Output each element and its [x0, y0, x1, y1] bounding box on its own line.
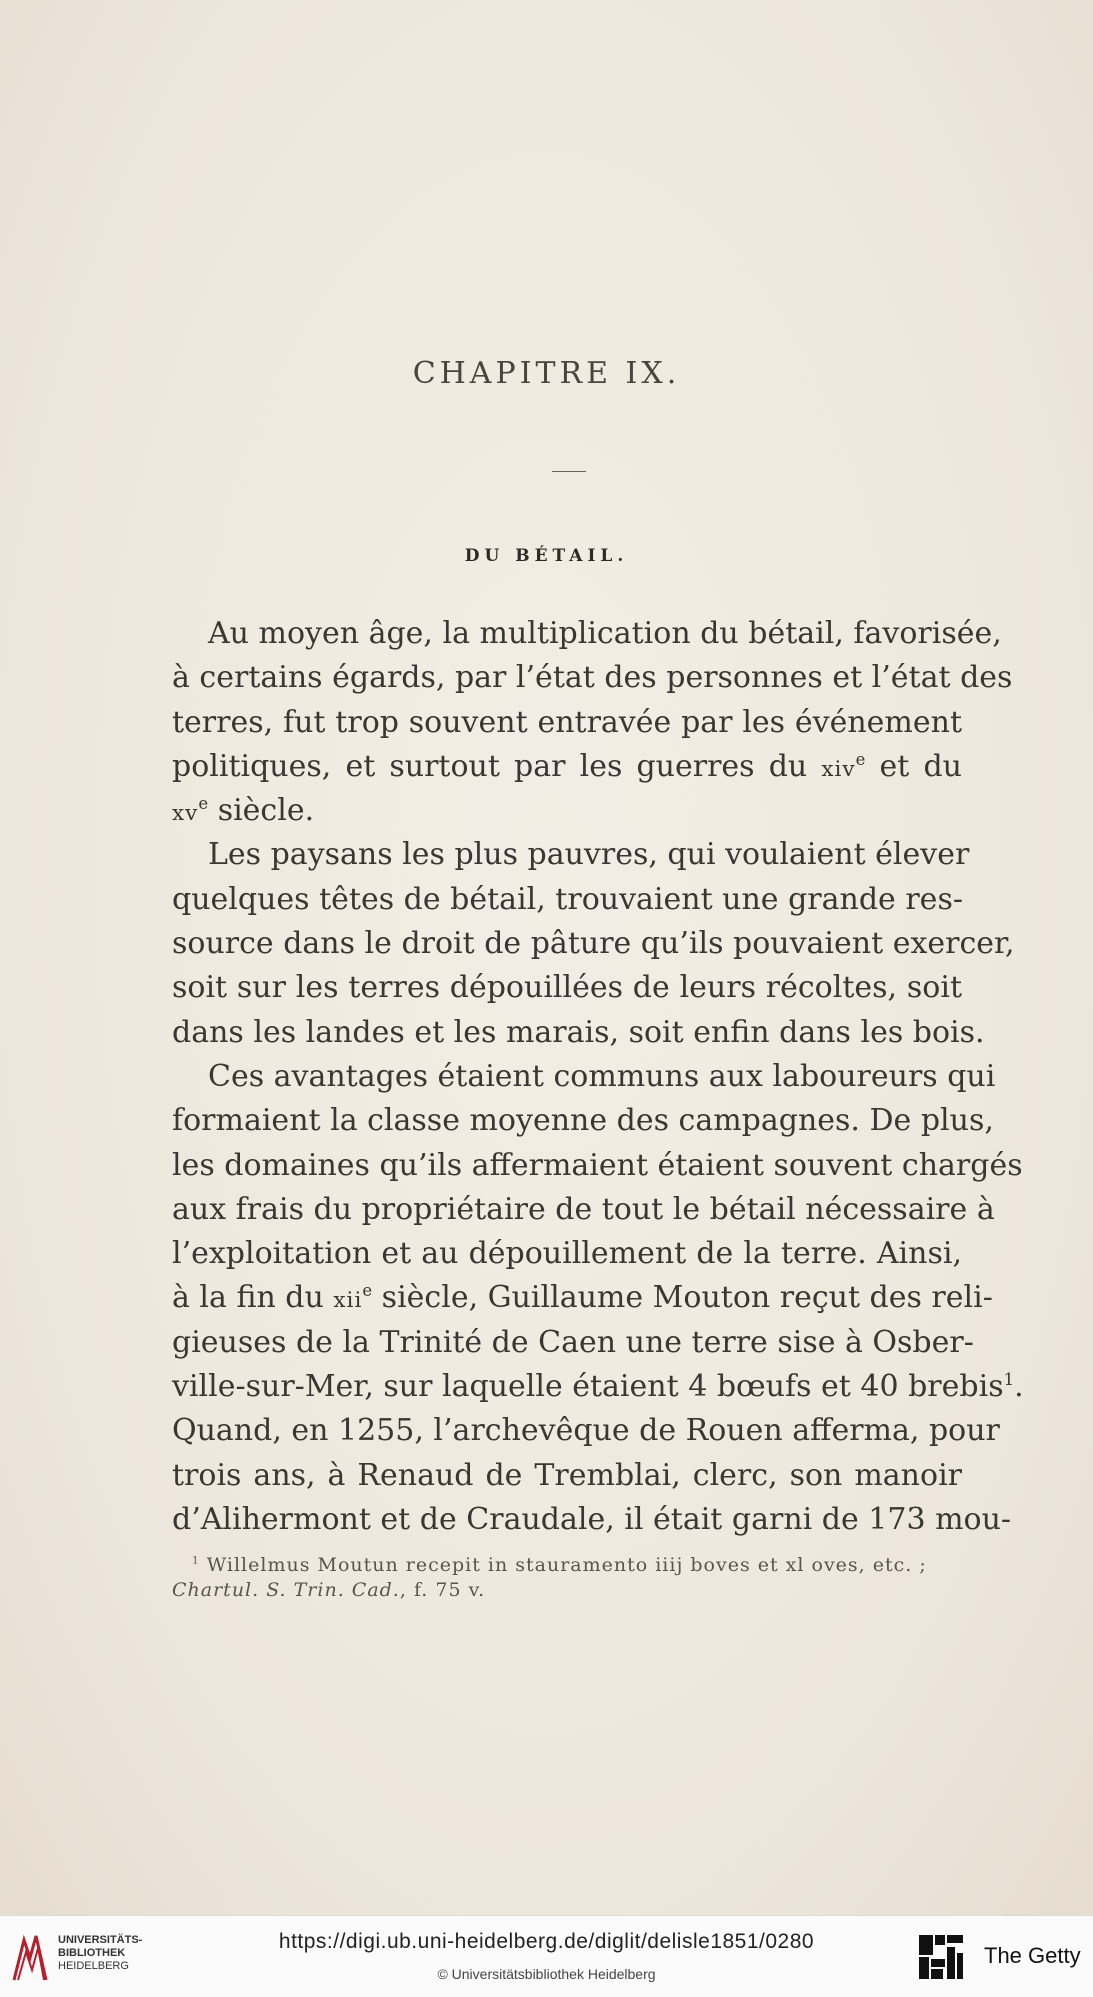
text-segment: siècle, Guillaume Mouton reçut des reli- — [372, 1280, 993, 1316]
text-line — [172, 1365, 1024, 1409]
footnote-line-1 — [172, 1553, 962, 1578]
text-segment: source dans le droit de pâture qu’ils pouvaient exercer, — [172, 926, 1015, 962]
text-segment: Quand, en 1255, l’archevêque de Rouen afferma, pour — [172, 1413, 1000, 1449]
section-title: DU BÉTAIL. — [464, 546, 629, 566]
text-segment: d’Alihermont et de Craudale, il était garni de 173 mou- — [172, 1501, 1012, 1537]
text-segment: ville-sur-Mer, sur laquelle étaient 4 bœufs et 40 brebis — [172, 1369, 1004, 1405]
library-name-line-1: UNIVERSITÄTS- — [58, 1934, 143, 1946]
text-line — [172, 1144, 1023, 1188]
text-segment: politiques, et surtout par les guerres du — [172, 748, 822, 784]
copyright-notice: © Universitätsbibliothek Heidelberg — [437, 1966, 656, 1982]
text-segment: Les paysans les plus pauvres, qui voulaient élever — [208, 837, 970, 873]
text-segment: formaient la classe moyenne des campagnes. De plus, — [172, 1103, 994, 1139]
text-line — [172, 1011, 985, 1055]
text-segment: siècle. — [208, 793, 315, 829]
getty-logo-icon[interactable] — [917, 1933, 965, 1981]
text-line — [172, 1454, 962, 1498]
text-line — [172, 1232, 962, 1276]
text-line — [172, 1276, 993, 1320]
footnote-citation: Chartul. S. Trin. Cad. — [172, 1579, 400, 1601]
superscript: e — [855, 749, 866, 769]
text-line — [172, 1188, 995, 1232]
text-segment: et du — [865, 748, 962, 784]
text-segment: terres, fut trop souvent entravée par les événement — [172, 704, 962, 740]
text-line — [172, 1321, 974, 1365]
small-caps-numeral: xv — [172, 801, 199, 827]
footnote — [172, 1553, 962, 1603]
text-segment: soit sur les terres dépouillées de leurs récoltes, soit — [172, 970, 962, 1006]
superscript: 1 — [1003, 1370, 1015, 1390]
text-segment: quelques têtes de bétail, trouvaient une grande res- — [172, 881, 963, 917]
footnote-marker: 1 — [192, 1554, 200, 1567]
text-line — [172, 612, 1002, 656]
body-text — [172, 612, 1024, 1542]
text-line — [172, 922, 1015, 966]
small-caps-numeral: xiv — [821, 756, 856, 782]
text-segment: . — [1014, 1369, 1024, 1405]
text-segment: trois ans, à Renaud de Tremblai, clerc, son manoir — [172, 1457, 962, 1493]
page-url-link[interactable]: https://digi.ub.uni-heidelberg.de/diglit/delisle1851/0280 — [278, 1930, 815, 1953]
text-segment: dans les landes et les marais, soit enfin dans les bois. — [172, 1014, 985, 1050]
superscript: e — [362, 1281, 373, 1301]
text-line — [172, 966, 962, 1010]
text-line — [172, 1498, 1012, 1542]
text-segment: à la fin du — [172, 1280, 334, 1316]
small-caps-numeral: xii — [333, 1288, 363, 1314]
footnote-line-2 — [172, 1578, 962, 1603]
text-line — [172, 745, 962, 789]
text-line — [172, 789, 962, 833]
chapter-title: CHAPITRE IX. — [412, 356, 681, 391]
text-segment: Au moyen âge, la multiplication du bétail, favorisée, — [208, 616, 1002, 651]
library-name-line-2: BIBLIOTHEK — [58, 1947, 126, 1959]
superscript: e — [198, 794, 209, 814]
footnote-text: Willelmus Moutun recepit in stauramento iiij boves et xl oves, etc. ; — [206, 1554, 927, 1576]
text-segment: l’exploitation et au dépouillement de la terre. Ainsi, — [172, 1236, 962, 1272]
getty-partner-label[interactable]: The Getty — [984, 1943, 1081, 1968]
text-segment: Ces avantages étaient communs aux laboureurs qui — [208, 1058, 996, 1094]
text-line — [172, 878, 962, 922]
text-line — [172, 701, 962, 745]
text-line — [172, 1055, 996, 1099]
text-segment: les domaines qu’ils affermaient étaient souvent chargés — [172, 1147, 1023, 1183]
footnote-citation-rest: , f. 75 v. — [399, 1579, 486, 1601]
text-line — [172, 1409, 1000, 1453]
text-line — [172, 1099, 994, 1143]
viewer-footer-bar — [0, 1915, 1093, 1997]
text-line — [172, 833, 970, 877]
library-name-line-3: HEIDELBERG — [58, 1960, 129, 1972]
text-segment: à certains égards, par l’état des personnes et l’état des — [172, 660, 1013, 696]
text-segment: gieuses de la Trinité de Caen une terre sise à Osber- — [172, 1324, 974, 1360]
title-rule — [552, 471, 586, 472]
text-segment: aux frais du propriétaire de tout le bétail nécessaire à — [172, 1191, 995, 1227]
text-line — [172, 656, 1013, 700]
